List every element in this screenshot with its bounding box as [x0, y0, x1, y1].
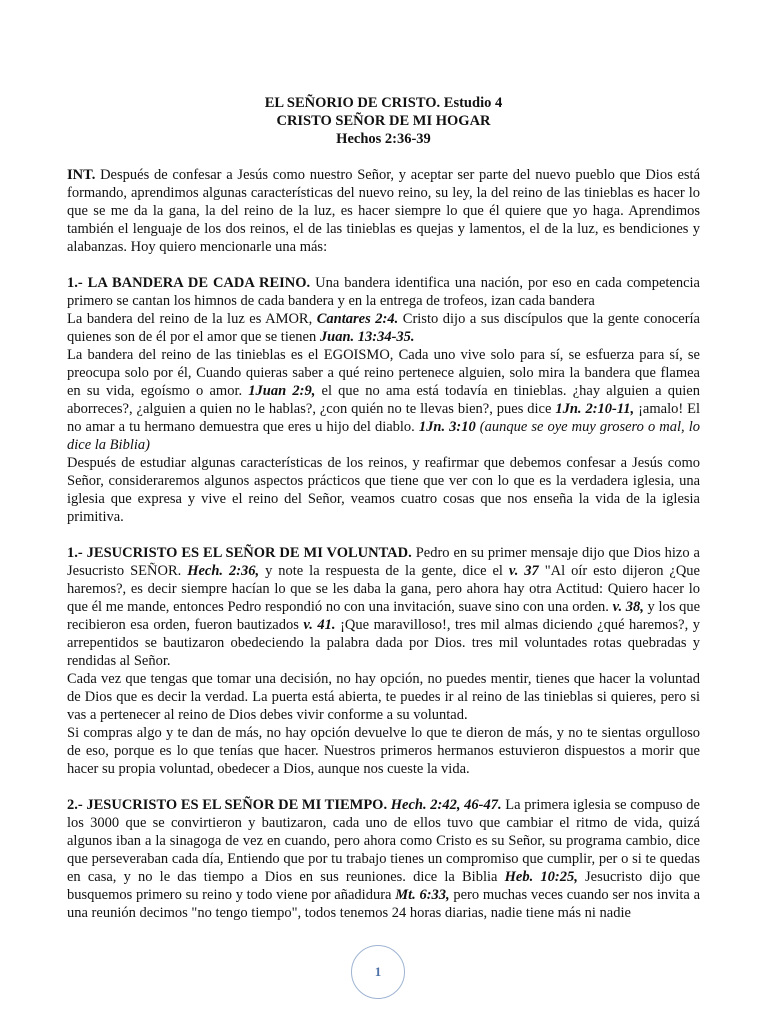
section-2-paragraph-1 [67, 544, 700, 670]
page-number-badge [351, 945, 405, 999]
bible-reference: Hech. 2:36, [187, 563, 260, 579]
section-2-paragraph-2: Cada vez que tengas que tomar una decisión, no hay opción, no puedes mentir, tienes que hacer la voluntad de Dios que es decir la verdad. La puerta está abierta, te puedes ir al reino de las tinieblas si quieres, pero si vas a pertenecer al reino de Dios debes vivir conforme a su voluntad. [67, 671, 700, 723]
paragraph-text: La bandera del reino de la luz es AMOR, [67, 311, 317, 327]
bible-reference: v. 37 [508, 563, 539, 579]
document-title [67, 94, 700, 148]
italic-note: (aunque se oye muy grosero o mal, lo dice la Biblia) [67, 419, 700, 453]
section-1-heading: 1.- LA BANDERA DE CADA REINO. [67, 275, 311, 291]
bible-reference: Mt. 6:33, [395, 887, 450, 903]
bible-reference: 1Jn. 3:10 [418, 419, 476, 435]
section-1-paragraph-2 [67, 310, 700, 346]
section-1-paragraph-4: Después de estudiar algunas características de los reinos, y reafirmar que debemos confesar a Jesús como Señor, consideraremos algunos aspectos prácticos que tiene que ver con lo que es la verdadera iglesia, una iglesia que expresa y vive el reino del Señor, veamos cuatro cosas que nos enseña la vida de la iglesia primitiva. [67, 455, 700, 525]
bible-reference: Cantares 2:4. [316, 311, 399, 327]
paragraph-text: ¡Que maravilloso!, tres mil almas diciendo ¿qué haremos?, y arrepentidos se bautizaron obedeciendo la palabra dada por Dios. tres mil voluntades rotas quebradas y rendidas al Señor. [67, 617, 700, 669]
bible-reference: 1Juan 2:9, [248, 383, 316, 399]
paragraph-text: el que no ama está todavía en tinieblas. ¿hay alguien a quien aborreces?, ¿alguien a quien no le hablas?, ¿con quién no te llevas bien?, pues dice [67, 383, 700, 417]
paragraph-text: "Al oír esto dijeron ¿Que haremos?, es decir siempre hacían lo que se les daba la gana, pero ahora hay otra Actitud: Quiero hacer lo que él me mande, entonces Pedro respondió no con una invitación, suave sino con una orden. [67, 563, 700, 615]
bible-reference: v. 38, [612, 599, 644, 615]
section-2-heading: 1.- JESUCRISTO ES EL SEÑOR DE MI VOLUNTAD. [67, 545, 412, 561]
bible-reference: Heb. 10:25, [504, 869, 578, 885]
title-line-2: CRISTO SEÑOR DE MI HOGAR [276, 113, 491, 129]
paragraph-text: La bandera del reino de las tinieblas es el EGOISMO, Cada uno vive solo para sí, se esfuerza para sí, se preocupa solo por él, Cuando quieras saber a qué reino pertenece alguien, solo mira la bandera que flamea en su vida, egoísmo o amor. [67, 347, 700, 399]
bible-reference: Juan. 13:34-35. [319, 329, 415, 345]
paragraph-text: y los que recibieron esa orden, fueron bautizados [67, 599, 701, 633]
bible-reference: v. 41. [303, 617, 336, 633]
bible-reference: Hech. 2:42, 46-47. [387, 797, 502, 813]
section-1-paragraph-1 [67, 274, 700, 310]
paragraph-text: La primera iglesia se compuso de los 3000 que se convirtieron y bautizaron, cada uno de ellos tuvo que cambiar el ritmo de vida, quizá algunos iban a la sinagoga de vez en cuando, pero ahora como Cristo es su Señor, su programa cambio, dice que perseveraban cada día, Entiendo que por tu trabajo tienes un compromiso que cumplir, per o si te quedas en casa, y no le das tiempo a Dios en sus reuniones. dice la Biblia [67, 797, 700, 885]
intro-label: INT. [67, 167, 96, 183]
title-line-1: EL SEÑORIO DE CRISTO. Estudio 4 [264, 95, 503, 111]
intro-paragraph [67, 166, 700, 256]
paragraph-text: Cristo dijo a sus discípulos que la gente conocería quienes son de él por el amor que se tienen [67, 311, 700, 345]
bible-reference: 1Jn. 2:10-11, [555, 401, 635, 417]
paragraph-text: ¡amalo! El no amar a tu hermano demuestra que eres u hijo del diablo. [67, 401, 700, 435]
page-number: 1 [374, 964, 382, 979]
section-1-text: Una bandera identifica una nación, por eso en cada competencia primero se cantan los himnos de cada bandera y en la entrega de trofeos, izan cada bandera [67, 275, 700, 309]
title-line-3: Hechos 2:36-39 [336, 131, 431, 147]
section-2-paragraph-3: Si compras algo y te dan de más, no hay opción devuelve lo que te dieron de más, y no te sientas orgulloso de eso, porque es lo que tenías que hacer. Nuestros primeros hermanos estuvieron dispuestos a morir que hacer su propia voluntad, obedecer a Dios, aunque nos cueste la vida. [67, 725, 700, 777]
section-3-paragraph-1 [67, 796, 700, 922]
paragraph-text: y note la respuesta de la gente, dice el [259, 563, 509, 579]
section-1-paragraph-3 [67, 346, 700, 454]
intro-text: Después de confesar a Jesús como nuestro Señor, y aceptar ser parte del nuevo pueblo que Dios está formando, aprendimos algunas características del nuevo reino, su ley, la del reino de las tinieblas es hacer lo que se me da la gana, la del reino de la luz, es hacer siempre lo que él quiere que yo haga. Aprendimos también el lenguaje de los dos reinos, el de las tinieblas es quejas y lamentos, el de la luz, es bendiciones y alabanzas. Hoy quiero mencionarle una más: [67, 167, 700, 255]
paragraph-text: Pedro en su primer mensaje dijo que Dios hizo a Jesucristo SEÑOR. [67, 545, 700, 579]
section-3-heading: 2.- JESUCRISTO ES EL SEÑOR DE MI TIEMPO. [67, 797, 388, 813]
document-body [67, 94, 700, 922]
paragraph-text: Jesucristo dijo que busquemos primero su reino y todo viene por añadidura [67, 869, 701, 903]
paragraph-text: pero muchas veces cuando ser nos invita a una reunión decimos "no tengo tiempo", todos tenemos 24 horas diarias, nadie tiene más ni nadie [67, 887, 701, 921]
